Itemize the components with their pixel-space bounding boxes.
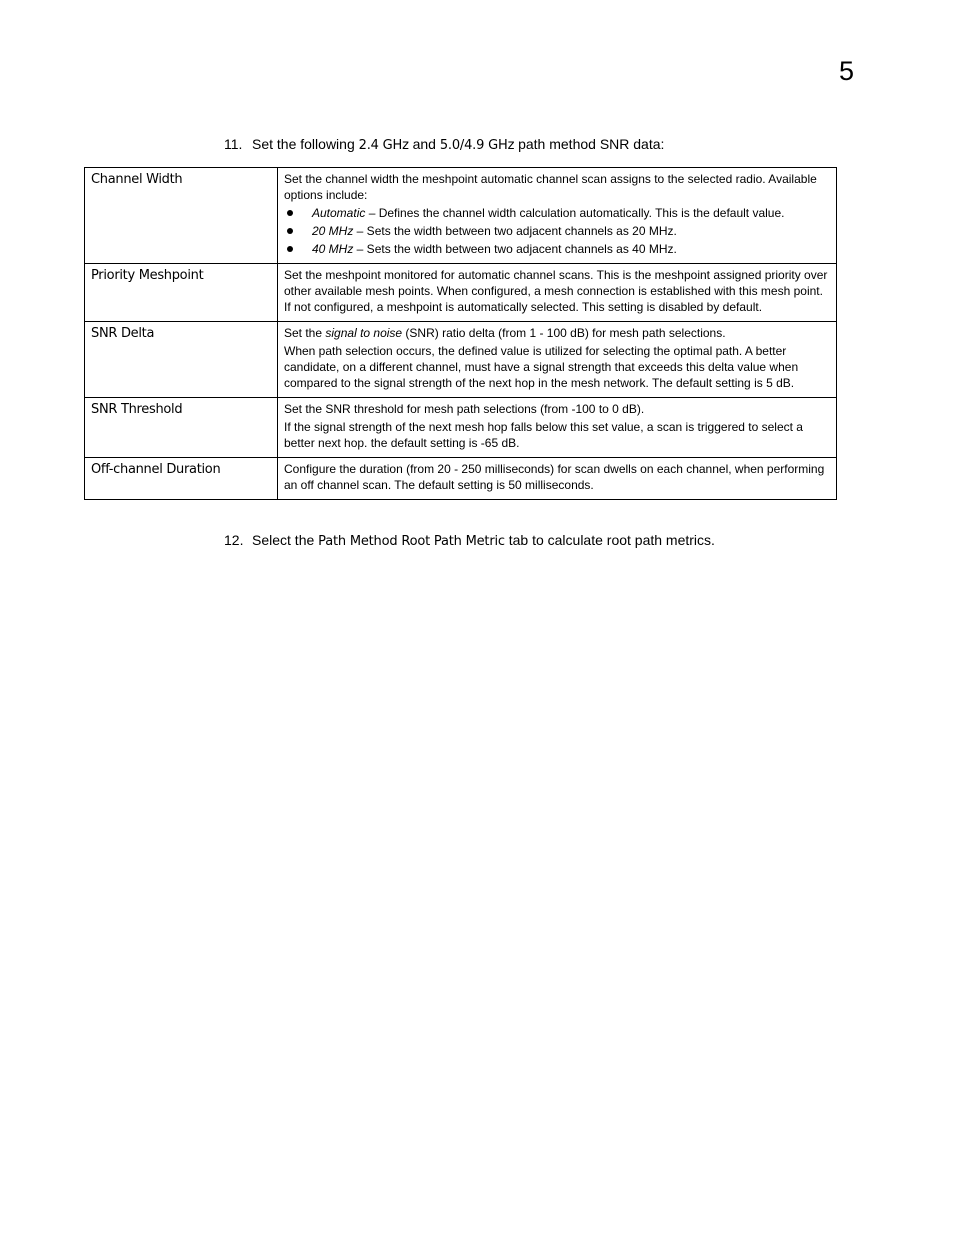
option-list (284, 205, 830, 257)
option-text: – Defines the channel width calculation automatically. This is the default value. (365, 206, 785, 220)
step-text: path method SNR data: (514, 136, 665, 152)
step-number: 12. (224, 532, 244, 548)
description-text: Configure the duration (from 20 - 250 milliseconds) for scan dwells on each channel, when performing an off channel scan. The default setting is 50 milliseconds. (284, 462, 825, 492)
option-name: 40 MHz (312, 242, 354, 256)
table-row-channel-width (85, 168, 837, 264)
term-cell: SNR Delta (85, 322, 278, 398)
tab-name-path-method-root-path-metric: Path Method Root Path Metric (318, 534, 505, 549)
table-row-snr-threshold (85, 398, 837, 458)
bullet-icon (287, 210, 293, 216)
description-cell (278, 168, 837, 264)
step-number: 11. (224, 136, 243, 152)
chapter-number: 5 (839, 56, 855, 86)
step-text: Set the following (252, 136, 359, 152)
step-12 (224, 531, 715, 551)
description-text: If the signal strength of the next mesh hop falls below this set value, a scan is triggered to select a better next hop. the default setting is -65 dB. (284, 420, 803, 450)
term-cell: SNR Threshold (85, 398, 278, 458)
parameter-table (84, 167, 837, 500)
description-emphasis: signal to noise (325, 326, 403, 340)
description-fragment: Set the (284, 326, 326, 340)
description-cell (278, 398, 837, 458)
step-text: tab to calculate root path metrics. (504, 532, 715, 548)
term-cell: Priority Meshpoint (85, 264, 278, 322)
term-cell: Off-channel Duration (85, 458, 278, 500)
description-text: When path selection occurs, the defined value is utilized for selecting the optimal path. A better candidate, on a different channel, must have a signal strength that exceeds this delta value when compared to the signal strength of the next hop in the mesh network. The default setting is 5 dB. (284, 344, 799, 390)
bullet-icon (287, 246, 293, 252)
description-text: Set the channel width the meshpoint automatic channel scan assigns to the selected radio. Available options include: (284, 172, 817, 202)
description-cell (278, 458, 837, 500)
bullet-icon (287, 228, 293, 234)
step-11 (224, 135, 664, 155)
table-row-snr-delta (85, 322, 837, 398)
description-text (284, 325, 830, 341)
list-item (284, 205, 830, 221)
description-cell (278, 322, 837, 398)
option-name: 20 MHz (312, 224, 354, 238)
step-text: and (408, 136, 440, 152)
description-fragment: (SNR) ratio delta (from 1 - 100 dB) for mesh path selections. (402, 326, 726, 340)
option-text: – Sets the width between two adjacent channels as 40 MHz. (353, 242, 677, 256)
list-item (284, 241, 830, 257)
option-name: Automatic (312, 206, 366, 220)
description-text: Set the meshpoint monitored for automatic channel scans. This is the meshpoint assigned priority over other available mesh points. When configured, a mesh connection is established with this mesh point. If not configured, a meshpoint is automatically selected. This setting is disabled by default. (284, 268, 828, 314)
table-row-off-channel-duration (85, 458, 837, 500)
step-text: Select the (252, 532, 319, 548)
band-5-0-4-9-ghz: 5.0/4.9 GHz (439, 138, 515, 153)
option-text: – Sets the width between two adjacent channels as 20 MHz. (353, 224, 677, 238)
description-cell (278, 264, 837, 322)
band-2-4-ghz: 2.4 GHz (358, 138, 409, 153)
list-item (284, 223, 830, 239)
term-cell: Channel Width (85, 168, 278, 264)
table-row-priority-meshpoint (85, 264, 837, 322)
description-text: Set the SNR threshold for mesh path selections (from -100 to 0 dB). (284, 402, 645, 416)
